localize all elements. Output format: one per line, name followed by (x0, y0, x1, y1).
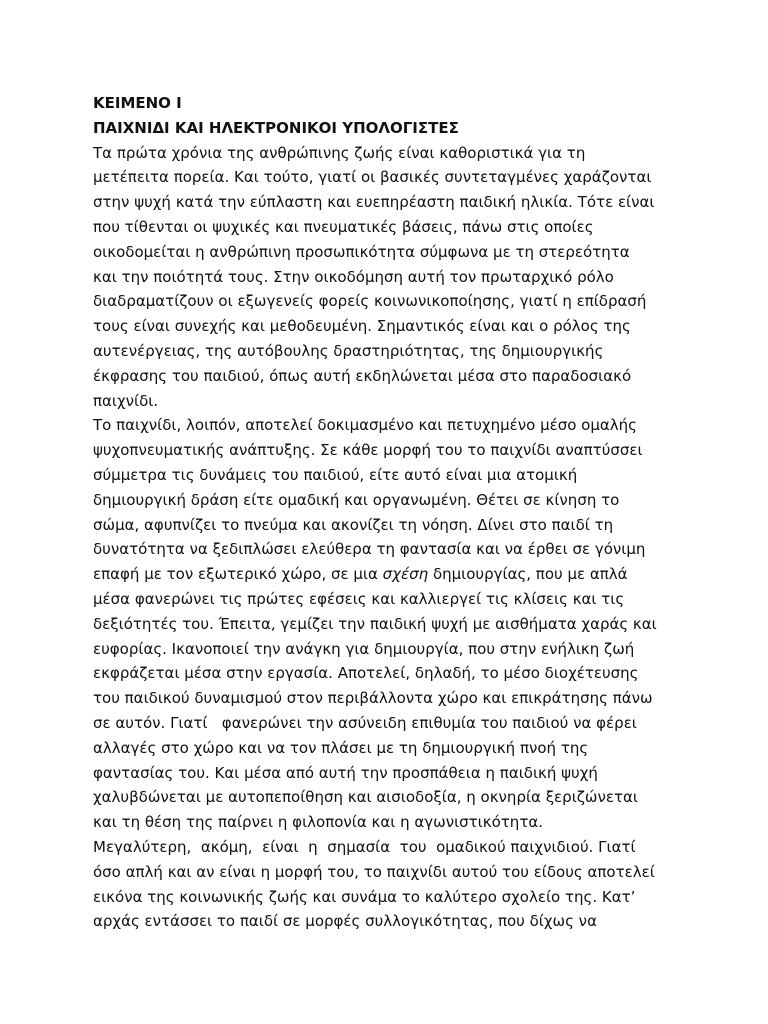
text-line-with-emphasis (93, 562, 683, 587)
text-line: και την ποιότητά τους. Στην οικοδόμηση αυτή τον πρωταρχικό ρόλο (93, 267, 614, 286)
text-segment: επαφή με τον εξωτερικό χώρο, σε μια (93, 565, 383, 584)
emphasized-word: σχέση (382, 565, 429, 584)
text-line: Μεγαλύτερη, ακόμη, είναι η σημασία του ομαδικού παιχνιδιού. Γιατί (93, 837, 636, 856)
text-line: Το παιχνίδι, λοιπόν, αποτελεί δοκιμασμένο και πετυχημένο μέσο ομαλής (93, 416, 637, 435)
text-line: δεξιότητές του. Έπειτα, γεμίζει την παιδική ψυχή με αισθήματα χαράς και (93, 614, 657, 633)
text-line: μετέπειτα πορεία. Και τούτο, γιατί οι βασικές συντεταγμένες χαράζονται (93, 168, 652, 187)
text-line: Τα πρώτα χρόνια της ανθρώπινης ζωής είναι καθοριστικά για τη (93, 143, 586, 162)
text-line: σε αυτόν. Γιατί φανερώνει την ασύνειδη επιθυμία του παιδιού να φέρει (93, 713, 637, 732)
text-line: χαλυβδώνεται με αυτοπεποίθηση και αισιοδοξία, η οκνηρία ξεριζώνεται (93, 788, 638, 807)
text-line: σύμμετρα τις δυνάμεις του παιδιού, είτε αυτό είναι μια ατομική (93, 465, 578, 484)
text-line: τους είναι συνεχής και μεθοδευμένη. Σημαντικός είναι και ο ρόλος της (93, 317, 631, 336)
text-line: δημιουργική δράση είτε ομαδική και οργανωμένη. Θέτει σε κίνηση το (93, 490, 620, 509)
text-line: αρχάς εντάσσει το παιδί σε μορφές συλλογικότητας, που δίχως να (93, 912, 597, 931)
text-line: στην ψυχή κατά την εύπλαστη και ευεπηρέαστη παιδική ηλικία. Τότε είναι (93, 193, 655, 212)
text-line: εικόνα της κοινωνικής ζωής και συνάμα το καλύτερο σχολείο της. Κατ’ (93, 887, 636, 906)
text-line: ευφορίας. Ικανοποιεί την ανάγκη για δημιουργία, που στην ενήλικη ζωή (93, 639, 635, 658)
text-line: διαδραματίζουν οι εξωγενείς φορείς κοινωνικοποίησης, γιατί η επίδρασή (93, 292, 647, 311)
text-line: έκφρασης του παιδιού, όπως αυτή εκδηλώνεται μέσα στο παραδοσιακό (93, 366, 632, 385)
document-page (93, 91, 683, 934)
text-line: εκφράζεται μέσα στην εργασία. Αποτελεί, δηλαδή, το μέσο διοχέτευσης (93, 664, 639, 683)
document-title: ΠΑΙΧΝΙΔΙ ΚΑΙ ΗΛΕΚΤΡΟΝΙΚΟΙ ΥΠΟΛΟΓΙΣΤΕΣ (93, 118, 459, 137)
text-line: δυνατότητα να ξεδιπλώσει ελεύθερα τη φαντασία και να έρθει σε γόνιμη (93, 540, 646, 559)
text-line: όσο απλή και αν είναι η μορφή του, το παιχνίδι αυτού του είδους αποτελεί (93, 862, 655, 881)
text-line: οικοδομείται η ανθρώπινη προσωπικότητα σύμφωνα με τη στερεότητα (93, 242, 630, 261)
text-line: ψυχοπνευματικής ανάπτυξης. Σε κάθε μορφή του το παιχνίδι αναπτύσσει (93, 441, 643, 460)
text-line: και τη θέση της παίρνει η φιλοπονία και η αγωνιστικότητα. (93, 813, 543, 832)
text-line: που τίθενται οι ψυχικές και πνευματικές βάσεις, πάνω στις οποίες (93, 217, 594, 236)
text-line: παιχνίδι. (93, 391, 159, 410)
text-line: του παιδικού δυναμισμού στον περιβάλλοντα χώρο και επικράτησης πάνω (93, 689, 653, 708)
text-line: μέσα φανερώνει τις πρώτες εφέσεις και καλλιεργεί τις κλίσεις και τις (93, 589, 625, 608)
text-line: αυτενέργειας, της αυτόβουλης δραστηριότητας, της δημιουργικής (93, 341, 604, 360)
text-segment: δημιουργίας, που με απλά (428, 565, 628, 584)
text-line: σώμα, αφυπνίζει το πνεύμα και ακονίζει τη νόηση. Δίνει στο παιδί τη (93, 515, 614, 534)
document-label: ΚΕΙΜΕΝΟ Ι (93, 94, 182, 112)
text-line: φαντασίας του. Και μέσα από αυτή την προσπάθεια η παιδική ψυχή (93, 763, 598, 782)
text-line: αλλαγές στο χώρο και να τον πλάσει με τη δημιουργική πνοή της (93, 738, 589, 757)
